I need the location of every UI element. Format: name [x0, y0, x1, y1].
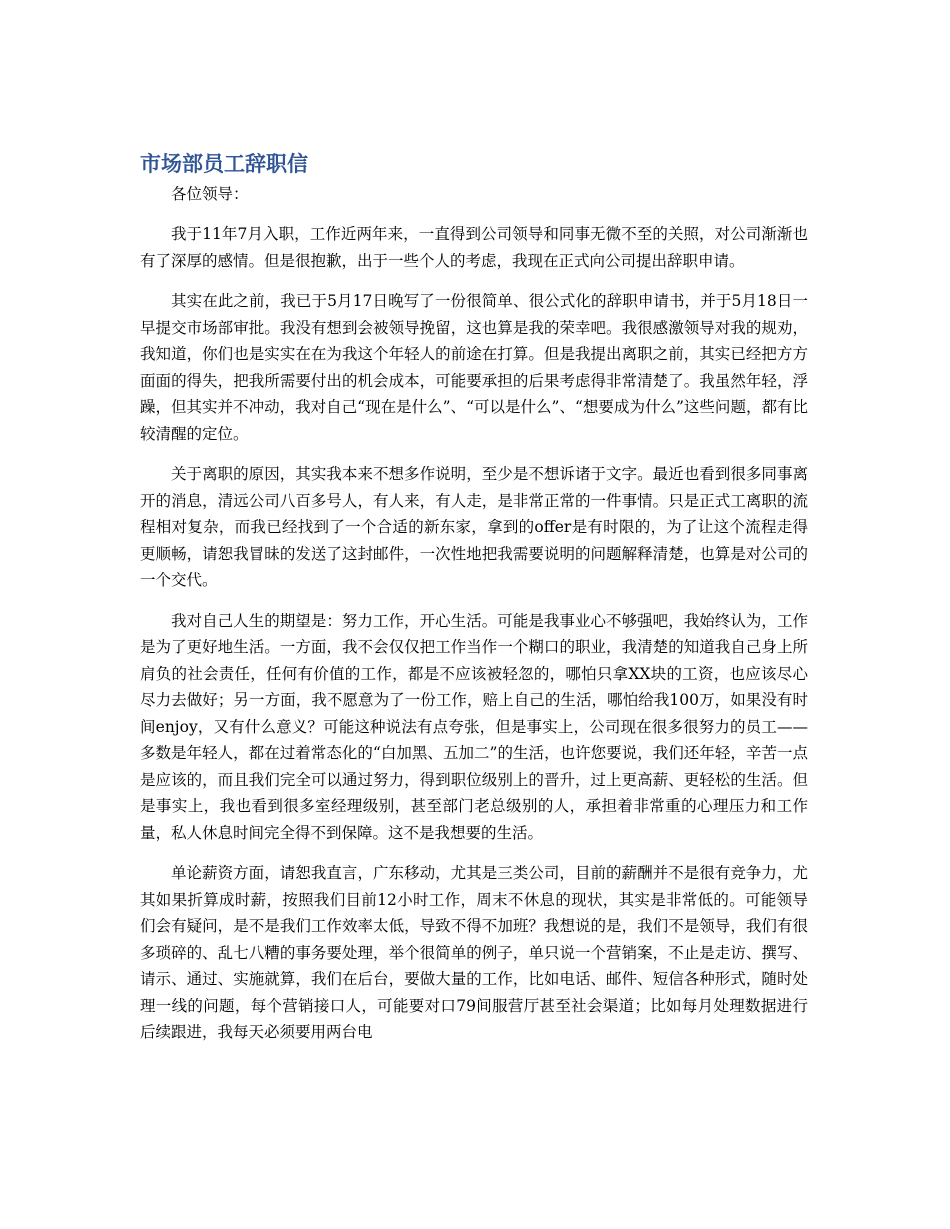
paragraph-1: 我于11年7月入职，工作近两年来，一直得到公司领导和同事无微不至的关照，对公司渐渐也有了深厚的感情。但是很抱歉，出于一些个人的考虑，我现在正式向公司提出辞职申请。	[140, 225, 808, 270]
document-page	[140, 147, 808, 1060]
document-title: 市场部员工辞职信	[140, 152, 308, 176]
paragraph-3: 关于离职的原因，其实我本来不想多作说明，至少是不想诉诸于文字。最近也看到很多同事离开的消息，清远公司八百多号人，有人来，有人走，是非常正常的一件事情。只是正式工离职的流程相对复杂，而我已经找到了一个合适的新东家，拿到的offer是有时限的，为了让这个流程走得更顺畅，请恕我冒昧的发送了这封邮件，一次性地把我需要说明的问题解释清楚，也算是对公司的一个交代。	[140, 465, 808, 589]
paragraph-2: 其实在此之前，我已于5月17日晚写了一份很简单、很公式化的辞职申请书，并于5月18日一早提交市场部审批。我没有想到会被领导挽留，这也算是我的荣幸吧。我很感激领导对我的规劝，我知道，你们也是实实在在为我这个年轻人的前途在打算。但是我提出离职之前，其实已经把方方面面的得失，把我所需要付出的机会成本，可能要承担的后果考虑得非常清楚了。我虽然年轻，浮躁，但其实并不冲动，我对自己“现在是什么”、“可以是什么”、“想要成为什么”这些问题，都有比较清醒的定位。	[140, 292, 808, 443]
paragraph-5: 单论薪资方面，请恕我直言，广东移动，尤其是三类公司，目前的薪酬并不是很有竞争力，尤其如果折算成时薪，按照我们目前12小时工作，周末不休息的现状，其实是非常低的。可能领导们会有疑问，是不是我们工作效率太低，导致不得不加班？我想说的是，我们不是领导，我们有很多琐碎的、乱七八糟的事务要处理，举个很简单的例子，单只说一个营销案，不止是走访、撰写、请示、通过、实施就算，我们在后台，要做大量的工作，比如电话、邮件、短信各种形式，随时处理一线的问题，每个营销接口人，可能要对口79间服营厅甚至社会渠道；比如每月处理数据进行后续跟进，我每天必须要用两台电	[140, 864, 808, 1041]
paragraph-4: 我对自己人生的期望是：努力工作，开心生活。可能是我事业心不够强吧，我始终认为，工作是为了更好地生活。一方面，我不会仅仅把工作当作一个糊口的职业，我清楚的知道我自己身上所肩负的社会责任，任何有价值的工作，都是不应该被轻忽的，哪怕只拿XX块的工资，也应该尽心尽力去做好；另一方面，我不愿意为了一份工作，赔上自己的生活，哪怕给我100万，如果没有时间enjoy，又有什么意义？可能这种说法有点夸张，但是事实上，公司现在很多很努力的员工——多数是年轻人，都在过着常态化的“白加黑、五加二”的生活，也许您要说，我们还年轻，辛苦一点是应该的，而且我们完全可以通过努力，得到职位级别上的晋升，过上更高薪、更轻松的生活。但是事实上，我也看到很多室经理级别，甚至部门老总级别的人，承担着非常重的心理压力和工作量，私人休息时间完全得不到保障。这不是我想要的生活。	[140, 611, 808, 842]
salutation: 各位领导：	[171, 185, 249, 203]
